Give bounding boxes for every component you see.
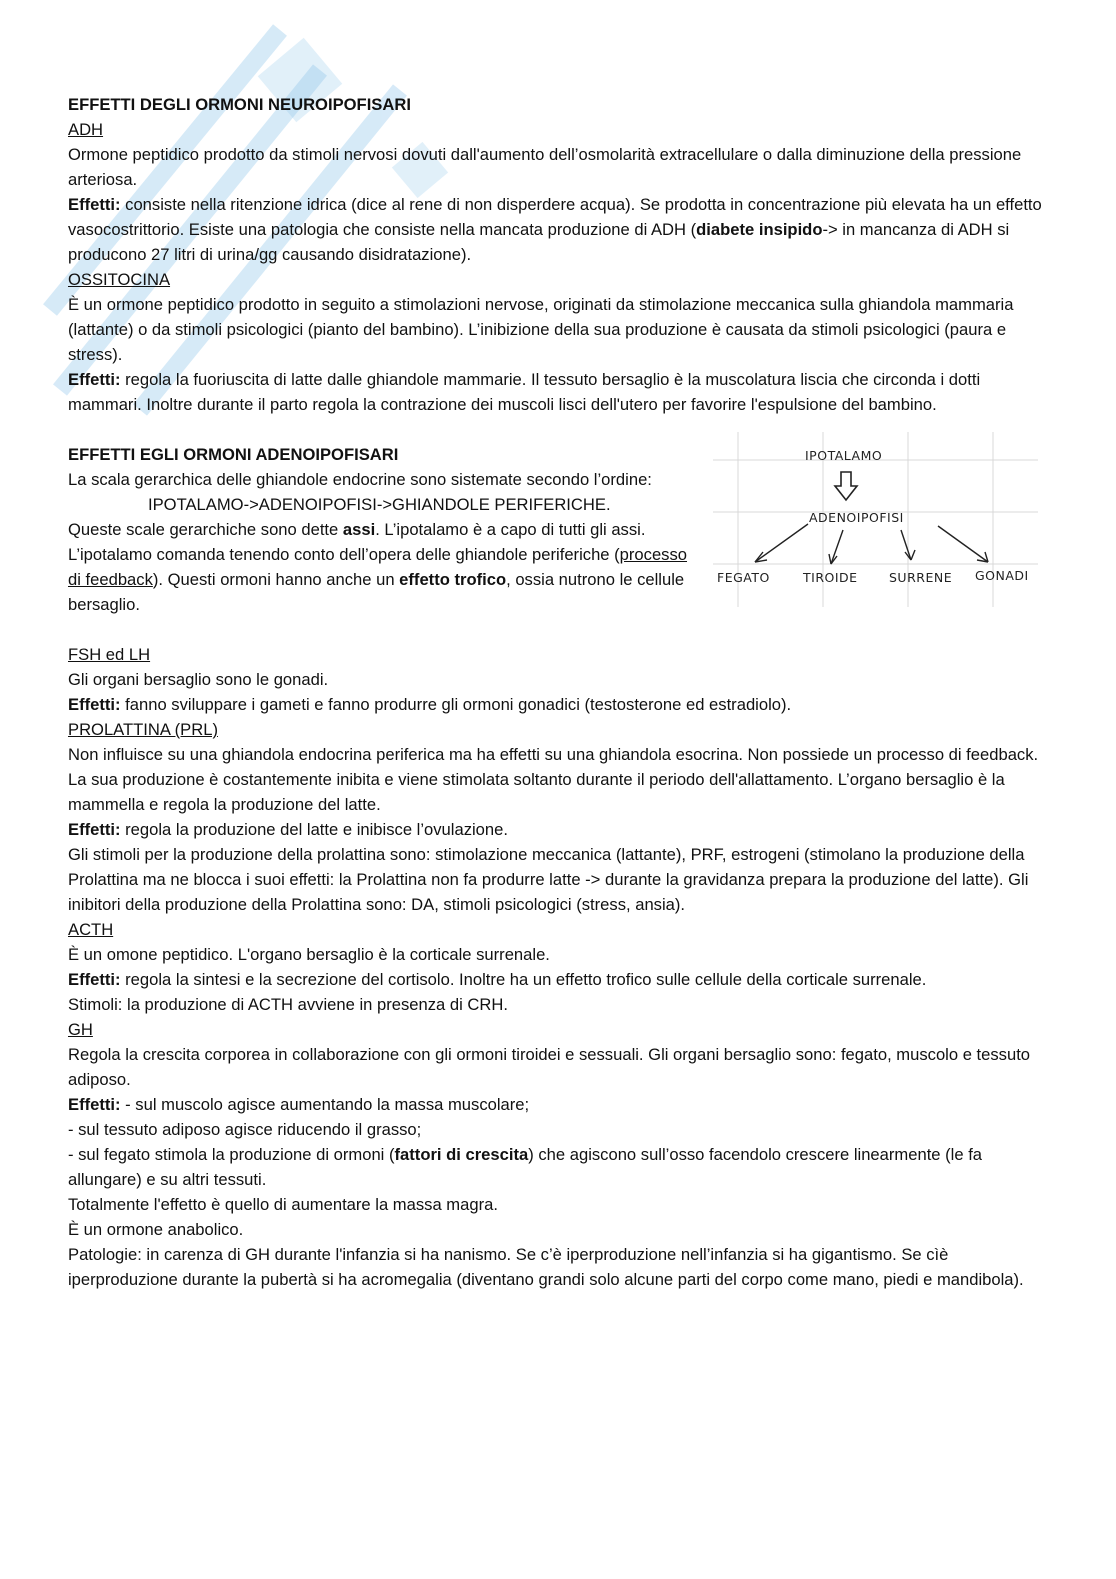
- prl-paragraph: Non influisce su una ghiandola endocrina periferica ma ha effetti su una ghiandola esocrina. Non possiede un processo di feedback. La sua produzione è costantemente inibita e viene stimolata soltanto durante il periodo dell'allattamento. L’organo bersaglio è la mammella e regola la produzione del latte.: [68, 745, 1039, 814]
- heading-acth: ACTH: [68, 920, 114, 939]
- fsh-paragraph: Gli organi bersaglio sono le gonadi.: [68, 670, 329, 689]
- diagram-down-arrow: [835, 472, 857, 500]
- heading-fsh-lh: FSH ed LH: [68, 645, 151, 664]
- effetti-label: Effetti:: [68, 1095, 121, 1114]
- document-content: [68, 92, 1048, 1292]
- effetti-label: Effetti:: [68, 195, 121, 214]
- prl-effetti: Effetti: regola la produzione del latte e inibisce l’ovulazione.: [68, 820, 508, 839]
- gh-paragraph: Regola la crescita corporea in collaborazione con gli ormoni tiroidei e sessuali. Gli organi bersaglio sono: fegato, muscolo e tessuto adiposo.: [68, 1045, 1031, 1089]
- hierarchy-diagram: [713, 432, 1038, 607]
- effetti-label: Effetti:: [68, 820, 121, 839]
- acth-stimoli: Stimoli: la produzione di ACTH avviene in presenza di CRH.: [68, 995, 508, 1014]
- gh-line-anabolico: È un ormone anabolico.: [68, 1220, 244, 1239]
- ossitocina-paragraph: È un ormone peptidico prodotto in seguito a stimolazioni nervose, originati da stimolazione meccanica sulla ghiandola mammaria (lattante) o da stimoli psicologici (pianto del bambino). L’inibizione della sua produzione è causata da stimoli psicologici (paura e stress).: [68, 295, 1014, 364]
- diagram-top-label: IPOTALAMO: [805, 448, 883, 463]
- hierarchy-line: IPOTALAMO->ADENOIPOFISI->GHIANDOLE PERIFERICHE.: [148, 495, 611, 514]
- diagram-target-fegato: FEGATO: [717, 570, 770, 585]
- prl-stimoli: Gli stimoli per la produzione della prolattina sono: stimolazione meccanica (lattante), PRF, estrogeni (stimolano la produzione della Prolattina ma ne blocca i suoi effetti: la Prolattina non fa produrre latte -> durante la gravidanza prepara la produzione del latte). Gli inibitori della produzione della Prolattina sono: DA, stimoli psicologici (stress, ansia).: [68, 845, 1029, 914]
- fsh-effetti: Effetti: fanno sviluppare i gameti e fanno produrre gli ormoni gonadici (testosterone ed estradiolo).: [68, 695, 792, 714]
- diagram-middle-label: ADENOIPOFISI: [809, 510, 904, 525]
- heading-ossitocina: OSSITOCINA: [68, 270, 171, 289]
- diagram-target-tiroide: TIROIDE: [803, 570, 858, 585]
- diagram-target-surrene: SURRENE: [889, 570, 953, 585]
- diagram-target-gonadi: GONADI: [975, 568, 1029, 583]
- gh-line-fegato: - sul fegato stimola la produzione di ormoni (fattori di crescita) che agiscono sull’osso facendolo crescere linearmente (le fa allungare) e su altri tessuti.: [68, 1145, 983, 1189]
- adh-effetti: Effetti: consiste nella ritenzione idrica (dice al rene di non disperdere acqua). Se prodotta in concentrazione più elevata ha un effetto vasocostrittorio. Esiste una patologia che consiste nella mancata produzione di ADH (diabete insipido-> in mancanza di ADH si producono 27 litri di urina/gg causando disidratazione).: [68, 195, 1042, 264]
- section-title-neuroipofisari: EFFETTI DEGLI ORMONI NEUROIPOFISARI: [68, 95, 411, 114]
- gh-effetti: Effetti: - sul muscolo agisce aumentando la massa muscolare;: [68, 1095, 530, 1114]
- ossitocina-effetti: Effetti: regola la fuoriuscita di latte dalle ghiandole mammarie. Il tessuto bersaglio è la muscolatura liscia che circonda i dotti mammari. Inoltre durante il parto regola la contrazione dei muscoli lisci dell'utero per favorire l'espulsione del bambino.: [68, 370, 981, 414]
- diagram-branch-arrows: [755, 524, 988, 564]
- effetti-label: Effetti:: [68, 370, 121, 389]
- gh-line-patologie: Patologie: in carenza di GH durante l'infanzia si ha nanismo. Se c’è iperproduzione nell’infanzia si ha gigantismo. Se cìè iperproduzione durante la pubertà si ha acromegalia (diventano grandi solo alcune parti del corpo come mano, piedi e mandibola).: [68, 1245, 1024, 1289]
- acth-paragraph: È un omone peptidico. L'organo bersaglio è la corticale surrenale.: [68, 945, 550, 964]
- heading-adh: ADH: [68, 120, 104, 139]
- assi-paragraph: Queste scale gerarchiche sono dette assi. L’ipotalamo è a capo di tutti gli assi. L’ipotalamo comanda tenendo conto dell’opera delle ghiandole periferiche (processo di feedback). Questi ormoni hanno anche un effetto trofico, ossia nutrono le cellule bersaglio.: [68, 520, 688, 614]
- effetti-label: Effetti:: [68, 970, 121, 989]
- hierarchy-intro: La scala gerarchica delle ghiandole endocrine sono sistemate secondo l’ordine:: [68, 470, 652, 489]
- acth-effetti: Effetti: regola la sintesi e la secrezione del cortisolo. Inoltre ha un effetto trofico sulle cellule della corticale surrenale.: [68, 970, 927, 989]
- adh-paragraph: Ormone peptidico prodotto da stimoli nervosi dovuti dall'aumento dell’osmolarità extracellulare o dalla diminuzione della pressione arteriosa.: [68, 145, 1022, 189]
- section-title-adenoipofisari: EFFETTI EGLI ORMONI ADENOIPOFISARI: [68, 445, 399, 464]
- heading-gh: GH: [68, 1020, 93, 1039]
- gh-line-massa: Totalmente l'effetto è quello di aumentare la massa magra.: [68, 1195, 498, 1214]
- adenoipofisari-block: [68, 442, 1048, 617]
- heading-prolattina: PROLATTINA (PRL): [68, 720, 218, 739]
- gh-line-adiposo: - sul tessuto adiposo agisce riducendo il grasso;: [68, 1120, 422, 1139]
- effetti-label: Effetti:: [68, 695, 121, 714]
